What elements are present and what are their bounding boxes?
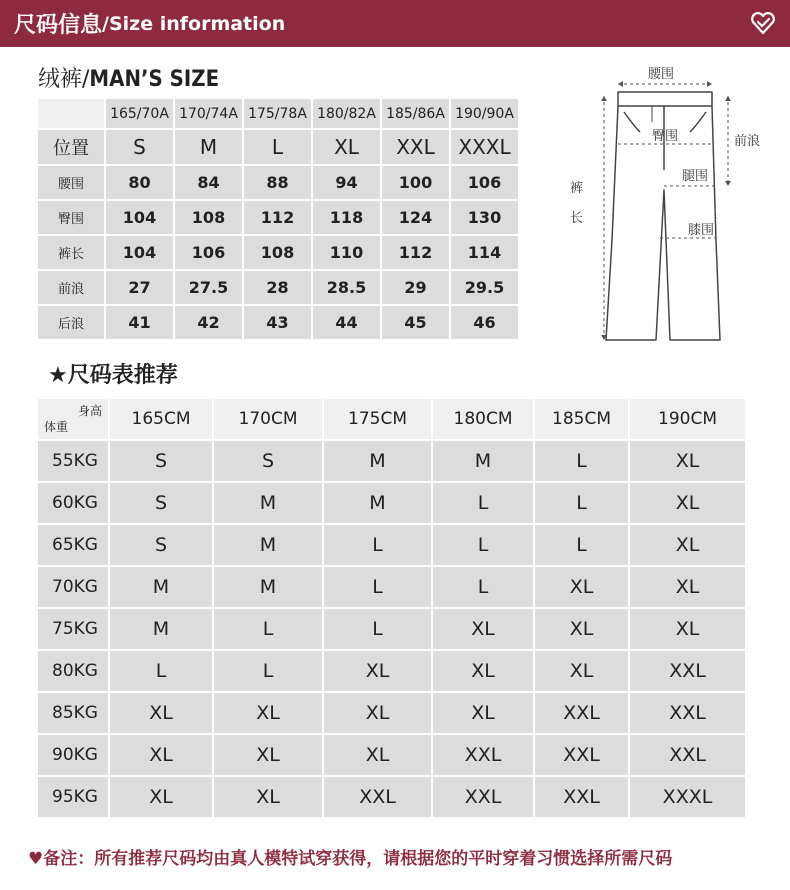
size-table-cell: 112: [244, 201, 311, 234]
header-title-cn: 尺码信息: [14, 13, 103, 38]
recommend-cell: L: [535, 441, 628, 481]
size-table-row-label: 前浪: [38, 271, 104, 304]
header-bar: [0, 0, 790, 47]
recommend-row: [38, 735, 745, 775]
size-table-cell: XL: [313, 130, 380, 164]
height-col: 180CM: [433, 399, 533, 439]
corner-weight-label: 体重: [44, 420, 69, 434]
recommend-cell: XL: [433, 609, 533, 649]
weight-label: 95KG: [38, 777, 108, 817]
recommend-row: [38, 609, 745, 649]
recommend-cell: M: [324, 441, 431, 481]
recommend-cell: L: [433, 483, 533, 523]
size-table-cell: 104: [106, 236, 173, 269]
weight-label: 90KG: [38, 735, 108, 775]
recommend-title: ★尺码表推荐: [48, 363, 178, 388]
size-table-cell: 84: [175, 166, 242, 199]
header-title-en: /Size information: [102, 12, 286, 35]
size-table-row: [38, 306, 518, 339]
recommend-cell: XXL: [630, 735, 745, 775]
recommend-cell: M: [214, 483, 322, 523]
height-col: 170CM: [214, 399, 322, 439]
size-table-cell: L: [244, 130, 311, 164]
recommend-corner: [38, 399, 108, 439]
recommend-cell: S: [110, 441, 212, 481]
size-table-cell: M: [175, 130, 242, 164]
recommend-row: [38, 693, 745, 733]
recommend-cell: XL: [110, 735, 212, 775]
size-table-cell: 45: [382, 306, 449, 339]
diagram-label-length-2: 长: [570, 211, 584, 226]
size-table-cell: 110: [313, 236, 380, 269]
recommend-cell: XL: [535, 651, 628, 691]
size-table-row: [38, 271, 518, 304]
recommend-cell: L: [433, 525, 533, 565]
recommend-cell: XL: [630, 441, 745, 481]
recommend-cell: XXXL: [630, 777, 745, 817]
size-table-cell: 46: [451, 306, 518, 339]
recommend-header-row: [38, 399, 745, 439]
size-table-cell: 27.5: [175, 271, 242, 304]
weight-label: 75KG: [38, 609, 108, 649]
size-table-cell: 43: [244, 306, 311, 339]
pants-diagram: [560, 60, 770, 350]
size-table-row-label: 臀围: [38, 201, 104, 234]
recommend-cell: XXL: [324, 777, 431, 817]
recommend-cell: XL: [324, 651, 431, 691]
recommend-cell: M: [214, 525, 322, 565]
size-table-cell: 42: [175, 306, 242, 339]
size-table-cell: 41: [106, 306, 173, 339]
recommend-cell: M: [110, 609, 212, 649]
weight-label: 70KG: [38, 567, 108, 607]
recommend-table: [36, 397, 747, 819]
size-table-row-label: 位置: [38, 130, 104, 164]
size-table-cell: 29.5: [451, 271, 518, 304]
recommend-cell: XL: [110, 777, 212, 817]
size-table-title: [38, 62, 219, 93]
recommend-cell: S: [110, 483, 212, 523]
size-table-corner: [38, 99, 104, 128]
recommend-cell: XL: [630, 609, 745, 649]
recommend-cell: L: [110, 651, 212, 691]
size-table-cell: 44: [313, 306, 380, 339]
recommend-cell: XL: [214, 777, 322, 817]
recommend-row: [38, 483, 745, 523]
size-table-cell: XXL: [382, 130, 449, 164]
recommend-cell: XL: [214, 735, 322, 775]
recommend-cell: XL: [630, 567, 745, 607]
recommend-cell: XL: [535, 567, 628, 607]
recommend-cell: M: [110, 567, 212, 607]
size-table-title-cn: 绒裤/: [38, 67, 90, 92]
recommend-cell: XL: [630, 525, 745, 565]
recommend-cell: L: [214, 609, 322, 649]
recommend-row: [38, 651, 745, 691]
height-col: 190CM: [630, 399, 745, 439]
recommend-cell: L: [535, 525, 628, 565]
size-table-title-en: MAN’S SIZE: [89, 67, 220, 92]
size-table-header-row: [38, 99, 518, 128]
weight-label: 60KG: [38, 483, 108, 523]
diagram-label-length-1: 裤: [570, 181, 584, 196]
diagram-label-front-rise: 前浪: [734, 134, 761, 149]
size-table: [36, 97, 520, 341]
recommend-cell: L: [214, 651, 322, 691]
recommend-cell: XXL: [535, 777, 628, 817]
size-table-cell: 28: [244, 271, 311, 304]
size-table-col: 190/90A: [451, 99, 518, 128]
size-table-row-label: 裤长: [38, 236, 104, 269]
recommend-cell: XL: [433, 693, 533, 733]
size-table-cell: 100: [382, 166, 449, 199]
recommend-cell: M: [433, 441, 533, 481]
recommend-cell: L: [535, 483, 628, 523]
size-table-row: [38, 201, 518, 234]
size-table-row-label: 后浪: [38, 306, 104, 339]
size-table-cell: 108: [244, 236, 311, 269]
size-table-cell: 29: [382, 271, 449, 304]
size-table-cell: 28.5: [313, 271, 380, 304]
heart-check-icon: [750, 10, 776, 36]
recommend-cell: XL: [630, 483, 745, 523]
recommend-cell: S: [110, 525, 212, 565]
size-table-col: 170/74A: [175, 99, 242, 128]
size-table-cell: S: [106, 130, 173, 164]
recommend-cell: XL: [535, 609, 628, 649]
weight-label: 85KG: [38, 693, 108, 733]
weight-label: 55KG: [38, 441, 108, 481]
size-table-cell: 118: [313, 201, 380, 234]
size-table-cell: 104: [106, 201, 173, 234]
height-col: 165CM: [110, 399, 212, 439]
size-table-col: 185/86A: [382, 99, 449, 128]
recommend-cell: L: [324, 567, 431, 607]
footnote: ♥备注：所有推荐尺码均由真人模特试穿获得，请根据您的平时穿着习惯选择所需尺码: [28, 849, 673, 869]
recommend-cell: M: [214, 567, 322, 607]
diagram-label-hip: 臀围: [652, 129, 679, 144]
size-table-cell: 130: [451, 201, 518, 234]
height-col: 185CM: [535, 399, 628, 439]
size-table-col: 180/82A: [313, 99, 380, 128]
size-table-cell: 94: [313, 166, 380, 199]
size-table-col: 165/70A: [106, 99, 173, 128]
diagram-label-knee: 膝围: [688, 223, 715, 238]
recommend-cell: XL: [214, 693, 322, 733]
size-table-cell: 106: [175, 236, 242, 269]
recommend-cell: L: [324, 525, 431, 565]
recommend-cell: XL: [433, 651, 533, 691]
corner-height-label: 身高: [77, 404, 102, 418]
recommend-cell: XL: [110, 693, 212, 733]
recommend-cell: L: [324, 609, 431, 649]
size-table-cell: 114: [451, 236, 518, 269]
diagram-label-thigh: 腿围: [682, 169, 709, 184]
recommend-cell: M: [324, 483, 431, 523]
size-table-cell: 27: [106, 271, 173, 304]
recommend-cell: XL: [324, 735, 431, 775]
size-table-cell: 112: [382, 236, 449, 269]
recommend-cell: XL: [324, 693, 431, 733]
recommend-row: [38, 567, 745, 607]
size-table-row-label: 腰围: [38, 166, 104, 199]
recommend-cell: S: [214, 441, 322, 481]
recommend-cell: L: [433, 567, 533, 607]
size-table-cell: 106: [451, 166, 518, 199]
recommend-row: [38, 777, 745, 817]
recommend-row: [38, 525, 745, 565]
recommend-cell: XXL: [630, 693, 745, 733]
weight-label: 80KG: [38, 651, 108, 691]
diagram-label-waist: 腰围: [648, 67, 675, 82]
size-table-cell: 124: [382, 201, 449, 234]
recommend-cell: XXL: [630, 651, 745, 691]
size-table-row: [38, 236, 518, 269]
recommend-cell: XXL: [433, 735, 533, 775]
size-table-cell: 88: [244, 166, 311, 199]
size-table-cell: XXXL: [451, 130, 518, 164]
size-table-cell: 108: [175, 201, 242, 234]
recommend-cell: XXL: [535, 735, 628, 775]
size-table-col: 175/78A: [244, 99, 311, 128]
size-table-row: [38, 166, 518, 199]
height-col: 175CM: [324, 399, 431, 439]
recommend-row: [38, 441, 745, 481]
weight-label: 65KG: [38, 525, 108, 565]
size-table-cell: 80: [106, 166, 173, 199]
recommend-cell: XXL: [433, 777, 533, 817]
size-table-row: [38, 130, 518, 164]
recommend-cell: XXL: [535, 693, 628, 733]
